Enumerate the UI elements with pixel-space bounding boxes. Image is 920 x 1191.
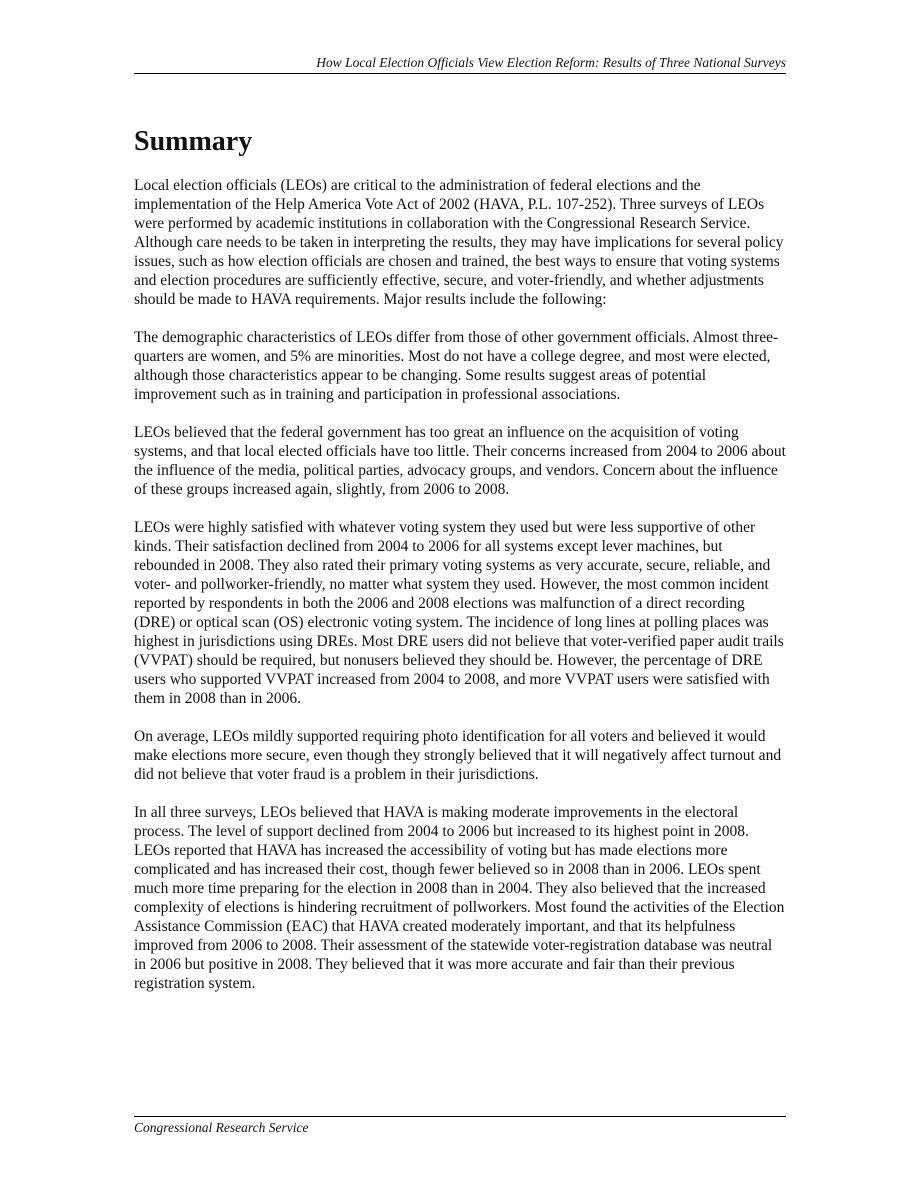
- paragraph-intro: Local election officials (LEOs) are critical to the administration of federal elections and the implementation of the Help America Vote Act of 2002 (HAVA, P.L. 107-252). Three surveys of LEOs were performed by academic institutions in collaboration with the Congressional Research Service. Although care needs to be taken in interpreting the results, they may have implications for several policy issues, such as how election officials are chosen and trained, the best ways to ensure that voting systems and election procedures are sufficiently effective, secure, and voter-friendly, and whether adjustments should be made to HAVA requirements. Major results include the following:: [134, 177, 784, 308]
- paragraph-hava: In all three surveys, LEOs believed that HAVA is making moderate improvements in the electoral process. The level of support declined from 2004 to 2006 but increased to its highest point in 2008. LEOs reported that HAVA has increased the accessibility of voting but has made elections more complicated and has increased their cost, though fewer believed so in 2008 than in 2006. LEOs spent much more time preparing for the election in 2008 than in 2004. They also believed that the increased complexity of elections is hindering recruitment of pollworkers. Most found the activities of the Election Assistance Commission (EAC) that HAVA created moderately important, and that its helpfulness improved from 2006 to 2008. Their assessment of the statewide voter-registration database was neutral in 2006 but positive in 2008. They believed that it was more accurate and fair than their previous registration system.: [134, 804, 785, 992]
- header-rule: [134, 73, 786, 74]
- running-footer: Congressional Research Service: [134, 1120, 309, 1135]
- paragraph-photo-id: On average, LEOs mildly supported requiring photo identification for all voters and believed it would make elections more secure, even though they strongly believed that it will negatively affect turnout and did not believe that voter fraud is a problem in their jurisdictions.: [134, 728, 782, 783]
- footer-rule: [134, 1116, 786, 1117]
- paragraph-influence: LEOs believed that the federal government has too great an influence on the acquisition of voting systems, and that local elected officials have too little. Their concerns increased from 2004 to 2006 about the influence of the media, political parties, advocacy groups, and vendors. Concern about the influence of these groups increased again, slightly, from 2006 to 2008.: [134, 424, 786, 498]
- summary-body: [134, 176, 786, 1012]
- paragraph-voting-systems: LEOs were highly satisfied with whatever voting system they used but were less supportive of other kinds. Their satisfaction declined from 2004 to 2006 for all systems except lever machines, but rebounded in 2008. They also rated their primary voting systems as very accurate, secure, reliable, and voter- and pollworker-friendly, no matter what system they used. However, the most common incident reported by respondents in both the 2006 and 2008 elections was malfunction of a direct recording (DRE) or optical scan (OS) electronic voting system. The incidence of long lines at polling places was highest in jurisdictions using DREs. Most DRE users did not believe that voter-verified paper audit trails (VVPAT) should be required, but nonusers believed they should be. However, the percentage of DRE users who supported VVPAT increased from 2004 to 2008, and more VVPAT users were satisfied with them in 2008 than in 2006.: [134, 519, 784, 707]
- running-header: How Local Election Officials View Election Reform: Results of Three National Surveys: [316, 55, 786, 70]
- paragraph-demographics: The demographic characteristics of LEOs differ from those of other government officials. Almost three-quarters are women, and 5% are minorities. Most do not have a college degree, and most were elected, although those characteristics appear to be changing. Some results suggest areas of potential improvement such as in training and participation in professional associations.: [134, 329, 779, 403]
- section-title: Summary: [134, 126, 253, 157]
